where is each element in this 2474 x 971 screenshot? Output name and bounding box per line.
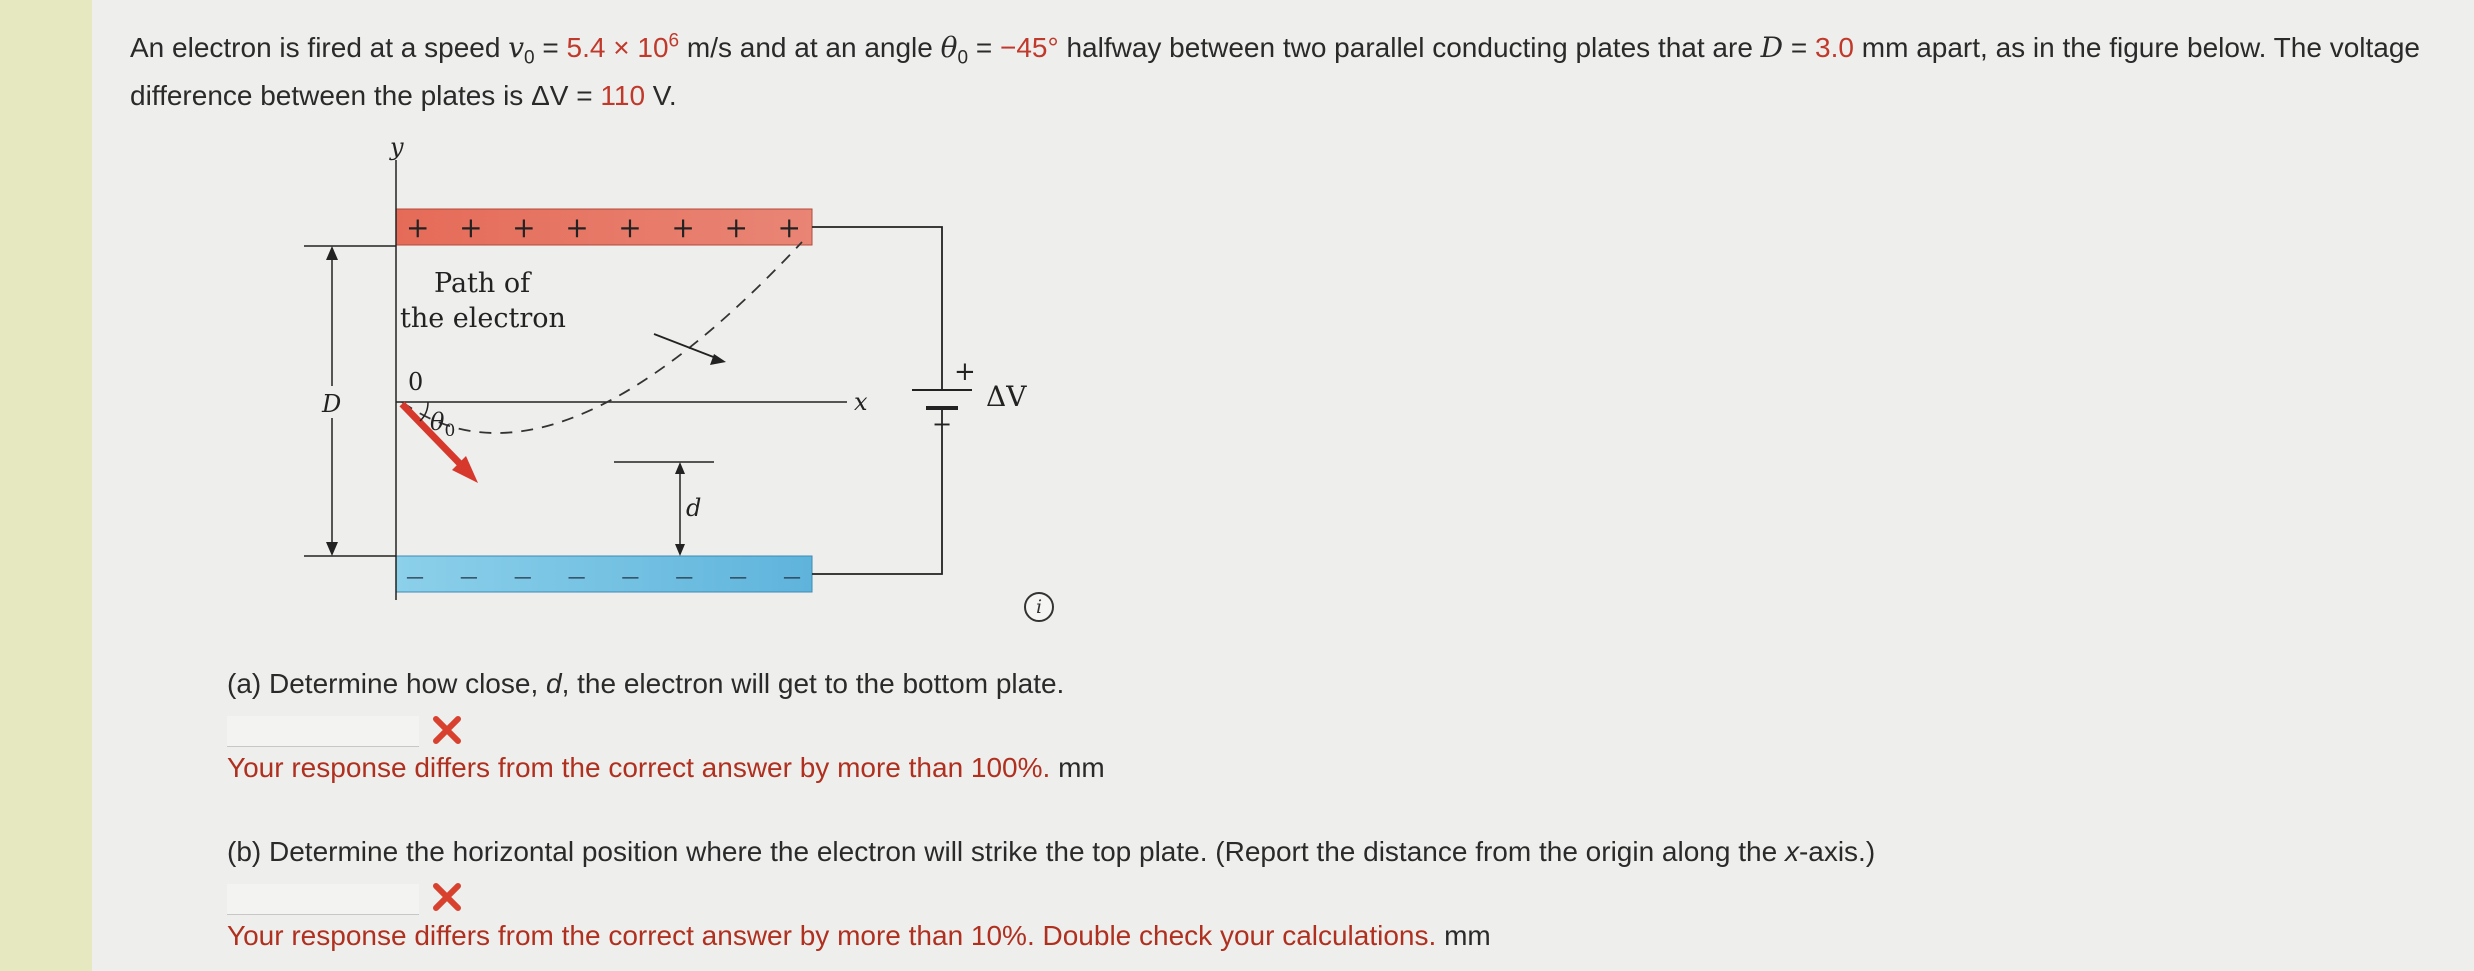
delta-v-label: ΔV bbox=[986, 380, 1027, 413]
part-b-question: (b) Determine the horizontal position where the electron will strike the top plate. (Report the distance from the origin along the x-axis.) bbox=[227, 836, 1876, 867]
separation-label: D bbox=[322, 390, 342, 418]
incorrect-x-icon bbox=[430, 880, 464, 914]
origin-label: 0 bbox=[408, 368, 424, 396]
part-a-feedback bbox=[227, 752, 1105, 784]
y-axis-label: y bbox=[390, 140, 404, 161]
part-b-feedback bbox=[227, 920, 1491, 952]
left-sidebar-strip bbox=[0, 0, 92, 971]
speed-value: $5.4 \times 10^6$ bbox=[566, 30, 680, 63]
plus-signs: + + + + + + + + bbox=[406, 211, 801, 244]
battery-icon bbox=[912, 357, 1027, 438]
battery-plus-label: + bbox=[954, 357, 976, 387]
info-icon[interactable]: i bbox=[1024, 592, 1054, 622]
path-pointer-arrow bbox=[654, 334, 726, 365]
part-a-feedback-message: Your response differs from the correct answer by more than 100%. bbox=[227, 752, 1051, 783]
problem-statement: An electron is fired at a speed $v_0 = 5.4 \times 10^6$ m/s and at an angle $\theta_0 = -45^\circ$ halfway between two parallel conducting plates that are D = 3.0 mm apart, as in the figure below. The voltage difference between the plates is ΔV = 110 V. bbox=[130, 30, 2420, 111]
path-label-line1: Path of bbox=[434, 268, 531, 299]
d-label: d bbox=[686, 494, 702, 522]
part-b-feedback-message: Your response differs from the correct answer by more than 10%. Double check your calculations. bbox=[227, 920, 1437, 951]
question-panel bbox=[92, 0, 2474, 971]
part-a-answer-input[interactable] bbox=[227, 716, 419, 747]
top-plate bbox=[396, 209, 812, 245]
separation-value: 3.0 bbox=[1815, 32, 1854, 63]
battery-minus-label: − bbox=[932, 410, 953, 438]
minus-signs: — — — — — — — — bbox=[406, 567, 801, 588]
part-a-unit: mm bbox=[1058, 752, 1105, 783]
circuit-wire bbox=[812, 227, 942, 574]
parallel-plates-figure bbox=[302, 140, 1062, 610]
angle-value: −45° bbox=[999, 32, 1059, 63]
part-b-unit: mm bbox=[1444, 920, 1491, 951]
path-label-line2: the electron bbox=[400, 303, 566, 334]
part-b-answer-input[interactable] bbox=[227, 884, 419, 915]
voltage-value: 110 bbox=[600, 80, 646, 111]
angle-arc bbox=[420, 402, 428, 421]
incorrect-x-icon bbox=[430, 713, 464, 747]
separation-dimension bbox=[304, 246, 396, 556]
x-axis-label: x bbox=[854, 388, 868, 416]
closest-distance-marker bbox=[614, 462, 714, 556]
theta-label: $\theta_0$ bbox=[430, 408, 456, 441]
bottom-plate bbox=[396, 556, 812, 592]
part-a-question: (a) Determine how close, d, the electron will get to the bottom plate. bbox=[227, 668, 1065, 699]
